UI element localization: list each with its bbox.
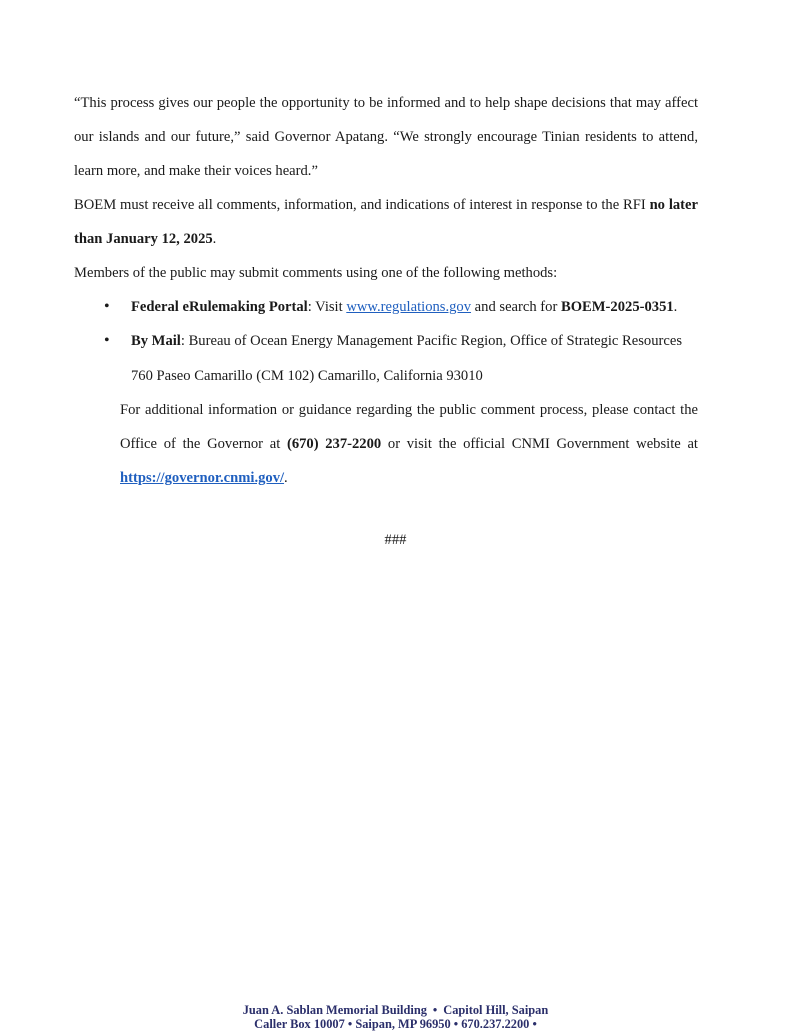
bullet-mail <box>131 331 682 351</box>
mail-label: By Mail <box>131 333 181 349</box>
deadline-date: no later than January 12, 2025 <box>74 197 698 247</box>
portal-label: Federal eRulemaking Portal <box>131 299 308 315</box>
contact-suffix: . <box>284 470 288 486</box>
contact-text: For additional information or guidance regarding the public comment process, please contact the Office of the Governor at <box>120 402 698 452</box>
deadline-paragraph <box>74 188 698 256</box>
bullet-marker: • <box>104 332 110 349</box>
governor-phone: (670) 237-2200 <box>286 436 382 452</box>
portal-text: : Visit <box>307 299 347 315</box>
mail-address: 760 Paseo Camarillo (CM 102) Camarillo, California 93010 <box>131 368 483 384</box>
docket-number: BOEM-2025-0351 <box>560 299 674 315</box>
bullet-marker: • <box>104 298 110 315</box>
footer-location: Capitol Hill, Saipan <box>443 1003 549 1017</box>
governor-quote-paragraph: “This process gives our people the opportunity to be informed and to help shape decisions that may affect our islands and our future,” said Governor Apatang. “We strongly encourage Tinian residents to attend, learn more, and make their voices heard.” <box>74 95 698 179</box>
footer-building: Juan A. Sablan Memorial Building <box>242 1003 427 1017</box>
bullet-portal <box>131 297 677 317</box>
end-mark: ### <box>384 532 407 548</box>
governor-website-link[interactable]: https://governor.cnmi.gov/ <box>120 470 285 486</box>
deadline-suffix: . <box>212 231 217 247</box>
mail-text: : Bureau of Ocean Energy Management Pacific Region, Office of Strategic Resources <box>180 333 683 349</box>
methods-intro: Members of the public may submit comments using one of the following methods: <box>74 265 558 281</box>
portal-search-text: and search for <box>471 299 561 315</box>
deadline-text: BOEM must receive all comments, information, and indications of interest in response to the RFI <box>74 197 650 213</box>
portal-end: . <box>673 299 678 315</box>
regulations-gov-link[interactable]: www.regulations.gov <box>346 299 472 315</box>
contact-mid-text: or visit the official CNMI Government website at <box>381 436 698 452</box>
footer-address-line-2: Caller Box 10007 • Saipan, MP 96950 • 670.237.2200 • <box>254 1017 537 1031</box>
footer-address-line-1 <box>0 1003 791 1018</box>
footer-separator: • <box>432 1003 438 1017</box>
contact-paragraph <box>120 393 698 495</box>
